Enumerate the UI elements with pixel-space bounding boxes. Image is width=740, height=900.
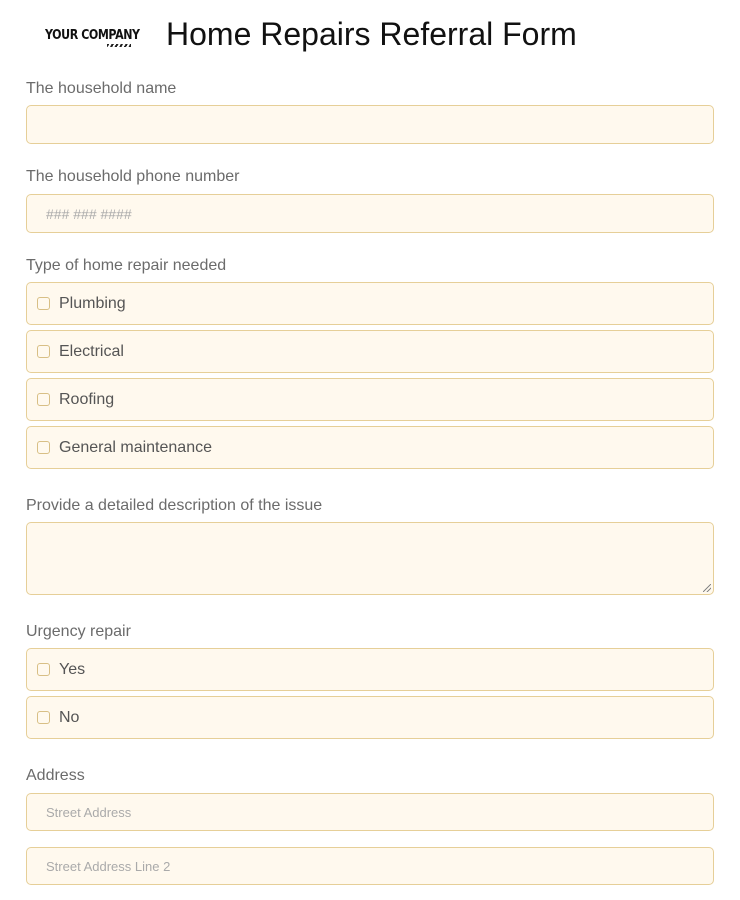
option-label: Electrical: [59, 342, 124, 360]
household-name-input[interactable]: [26, 105, 714, 144]
repair-option-general-maintenance[interactable]: [26, 426, 714, 469]
checkbox[interactable]: [37, 441, 50, 454]
phone-label: The household phone number: [26, 168, 240, 185]
description-textarea[interactable]: [26, 522, 714, 595]
street2-placeholder: Street Address Line 2: [46, 858, 171, 874]
checkbox[interactable]: [37, 297, 50, 310]
phone-input[interactable]: [26, 194, 714, 233]
option-label: General maintenance: [59, 438, 212, 456]
description-label: Provide a detailed description of the issue: [26, 497, 323, 514]
urgency-label: Urgency repair: [26, 623, 131, 640]
household-name-label: The household name: [26, 80, 177, 97]
checkbox[interactable]: [37, 393, 50, 406]
checkbox[interactable]: [37, 711, 50, 724]
repair-option-plumbing[interactable]: [26, 282, 714, 325]
option-label: Roofing: [59, 390, 115, 408]
logo-text: YOUR COMPANY: [45, 28, 140, 43]
option-label: Plumbing: [59, 294, 126, 312]
urgency-option-no[interactable]: [26, 696, 714, 739]
logo-stripes: [107, 44, 131, 47]
street-placeholder: Street Address: [46, 804, 132, 820]
repair-option-roofing[interactable]: [26, 378, 714, 421]
address-label: Address: [26, 767, 85, 784]
urgency-option-yes[interactable]: [26, 648, 714, 691]
street-address-input[interactable]: [26, 793, 714, 831]
phone-placeholder: ### ### ####: [46, 205, 132, 222]
repair-option-electrical[interactable]: [26, 330, 714, 373]
checkbox[interactable]: [37, 663, 50, 676]
option-label: No: [59, 708, 80, 726]
page-title: Home Repairs Referral Form: [166, 16, 577, 52]
repair-type-label: Type of home repair needed: [26, 257, 227, 274]
checkbox[interactable]: [37, 345, 50, 358]
company-logo: [45, 22, 140, 52]
resize-handle-icon[interactable]: [703, 584, 711, 592]
option-label: Yes: [59, 660, 86, 678]
street-address-line2-input[interactable]: [26, 847, 714, 885]
